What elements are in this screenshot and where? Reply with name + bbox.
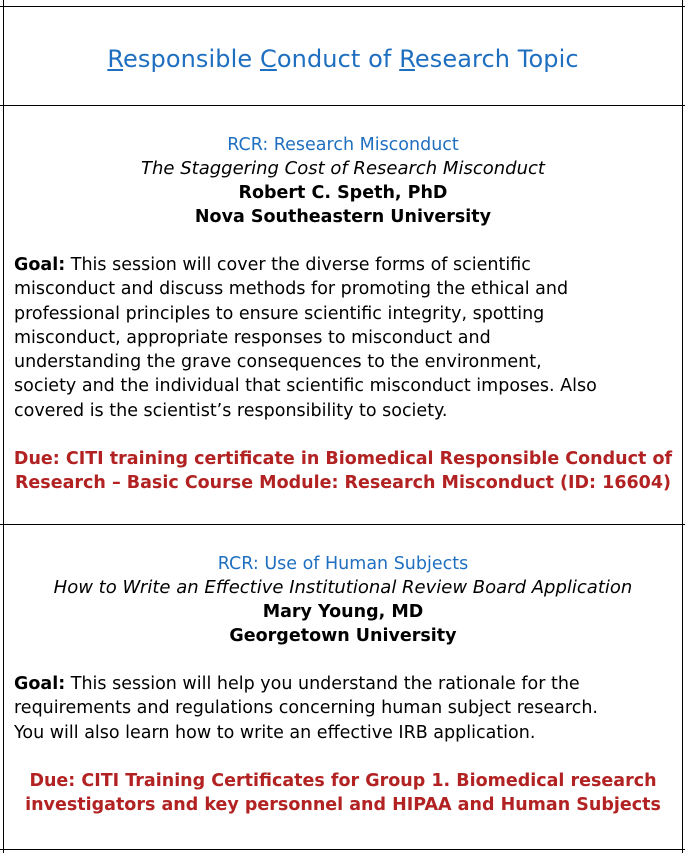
due-line: investigators and key personnel and HIPAA and Human Subjects [25,794,661,815]
title-part: R [399,44,415,73]
goal-line: You will also learn how to write an effective IRB application. [14,722,536,743]
presenter-name: Mary Young, MD [262,602,424,622]
goal-line: understanding the grave consequences to the environment, [14,352,542,373]
goal-text: This session will cover the diverse forms of scientific [65,255,531,275]
session-research-misconduct [4,133,682,495]
goal-line: misconduct and discuss methods for promoting the ethical and [14,279,569,300]
presenter-name: Robert C. Speth, PhD [238,183,448,203]
due-line: Research – Basic Course Module: Research Misconduct (ID: 16604) [14,473,672,494]
page-title [107,45,578,73]
session-subtitle: The Staggering Cost of Research Misconduct [141,158,545,179]
goal-line: society and the individual that scientific misconduct imposes. Also [14,376,597,397]
due-line: Due: CITI training certificate in Biomedical Responsible Conduct of [13,449,673,470]
title-part: C [259,44,277,73]
table-border-right [682,0,683,853]
goal-label: Goal: [14,674,66,694]
due-requirement [4,769,682,817]
row-divider-1 [0,105,685,106]
goal-line: professional principles to ensure scientific integrity, spotting [14,303,545,324]
presenter-institution: Georgetown University [229,626,457,646]
session-topic: RCR: Use of Human Subjects [217,554,469,574]
goal-line: covered is the scientist’s responsibility to society. [14,400,448,421]
title-part: R [107,44,124,73]
due-requirement [4,447,682,495]
row-divider-3 [0,849,685,850]
goal-text: This session will help you understand the rationale for the [65,674,580,694]
row-divider-2 [0,524,685,525]
session-subtitle: How to Write an Effective Institutional Review Board Application [53,577,633,598]
session-human-subjects [4,552,682,817]
presenter-institution: Nova Southeastern University [194,207,492,227]
goal-line [14,672,672,696]
goal-line [14,253,672,277]
session-goal [4,253,682,423]
title-part: esponsible [123,44,260,73]
due-line: Due: CITI Training Certificates for Group 1. Biomedical research [29,770,657,791]
goal-line: requirements and regulations concerning human subject research. [14,698,598,719]
goal-line: misconduct, appropriate responses to misconduct and [14,327,491,348]
title-part: onduct of [276,44,400,73]
header-cell [4,0,682,105]
session-topic: RCR: Research Misconduct [227,135,459,155]
session-goal [4,672,682,745]
goal-label: Goal: [14,255,66,275]
title-part: esearch Topic [414,44,579,73]
